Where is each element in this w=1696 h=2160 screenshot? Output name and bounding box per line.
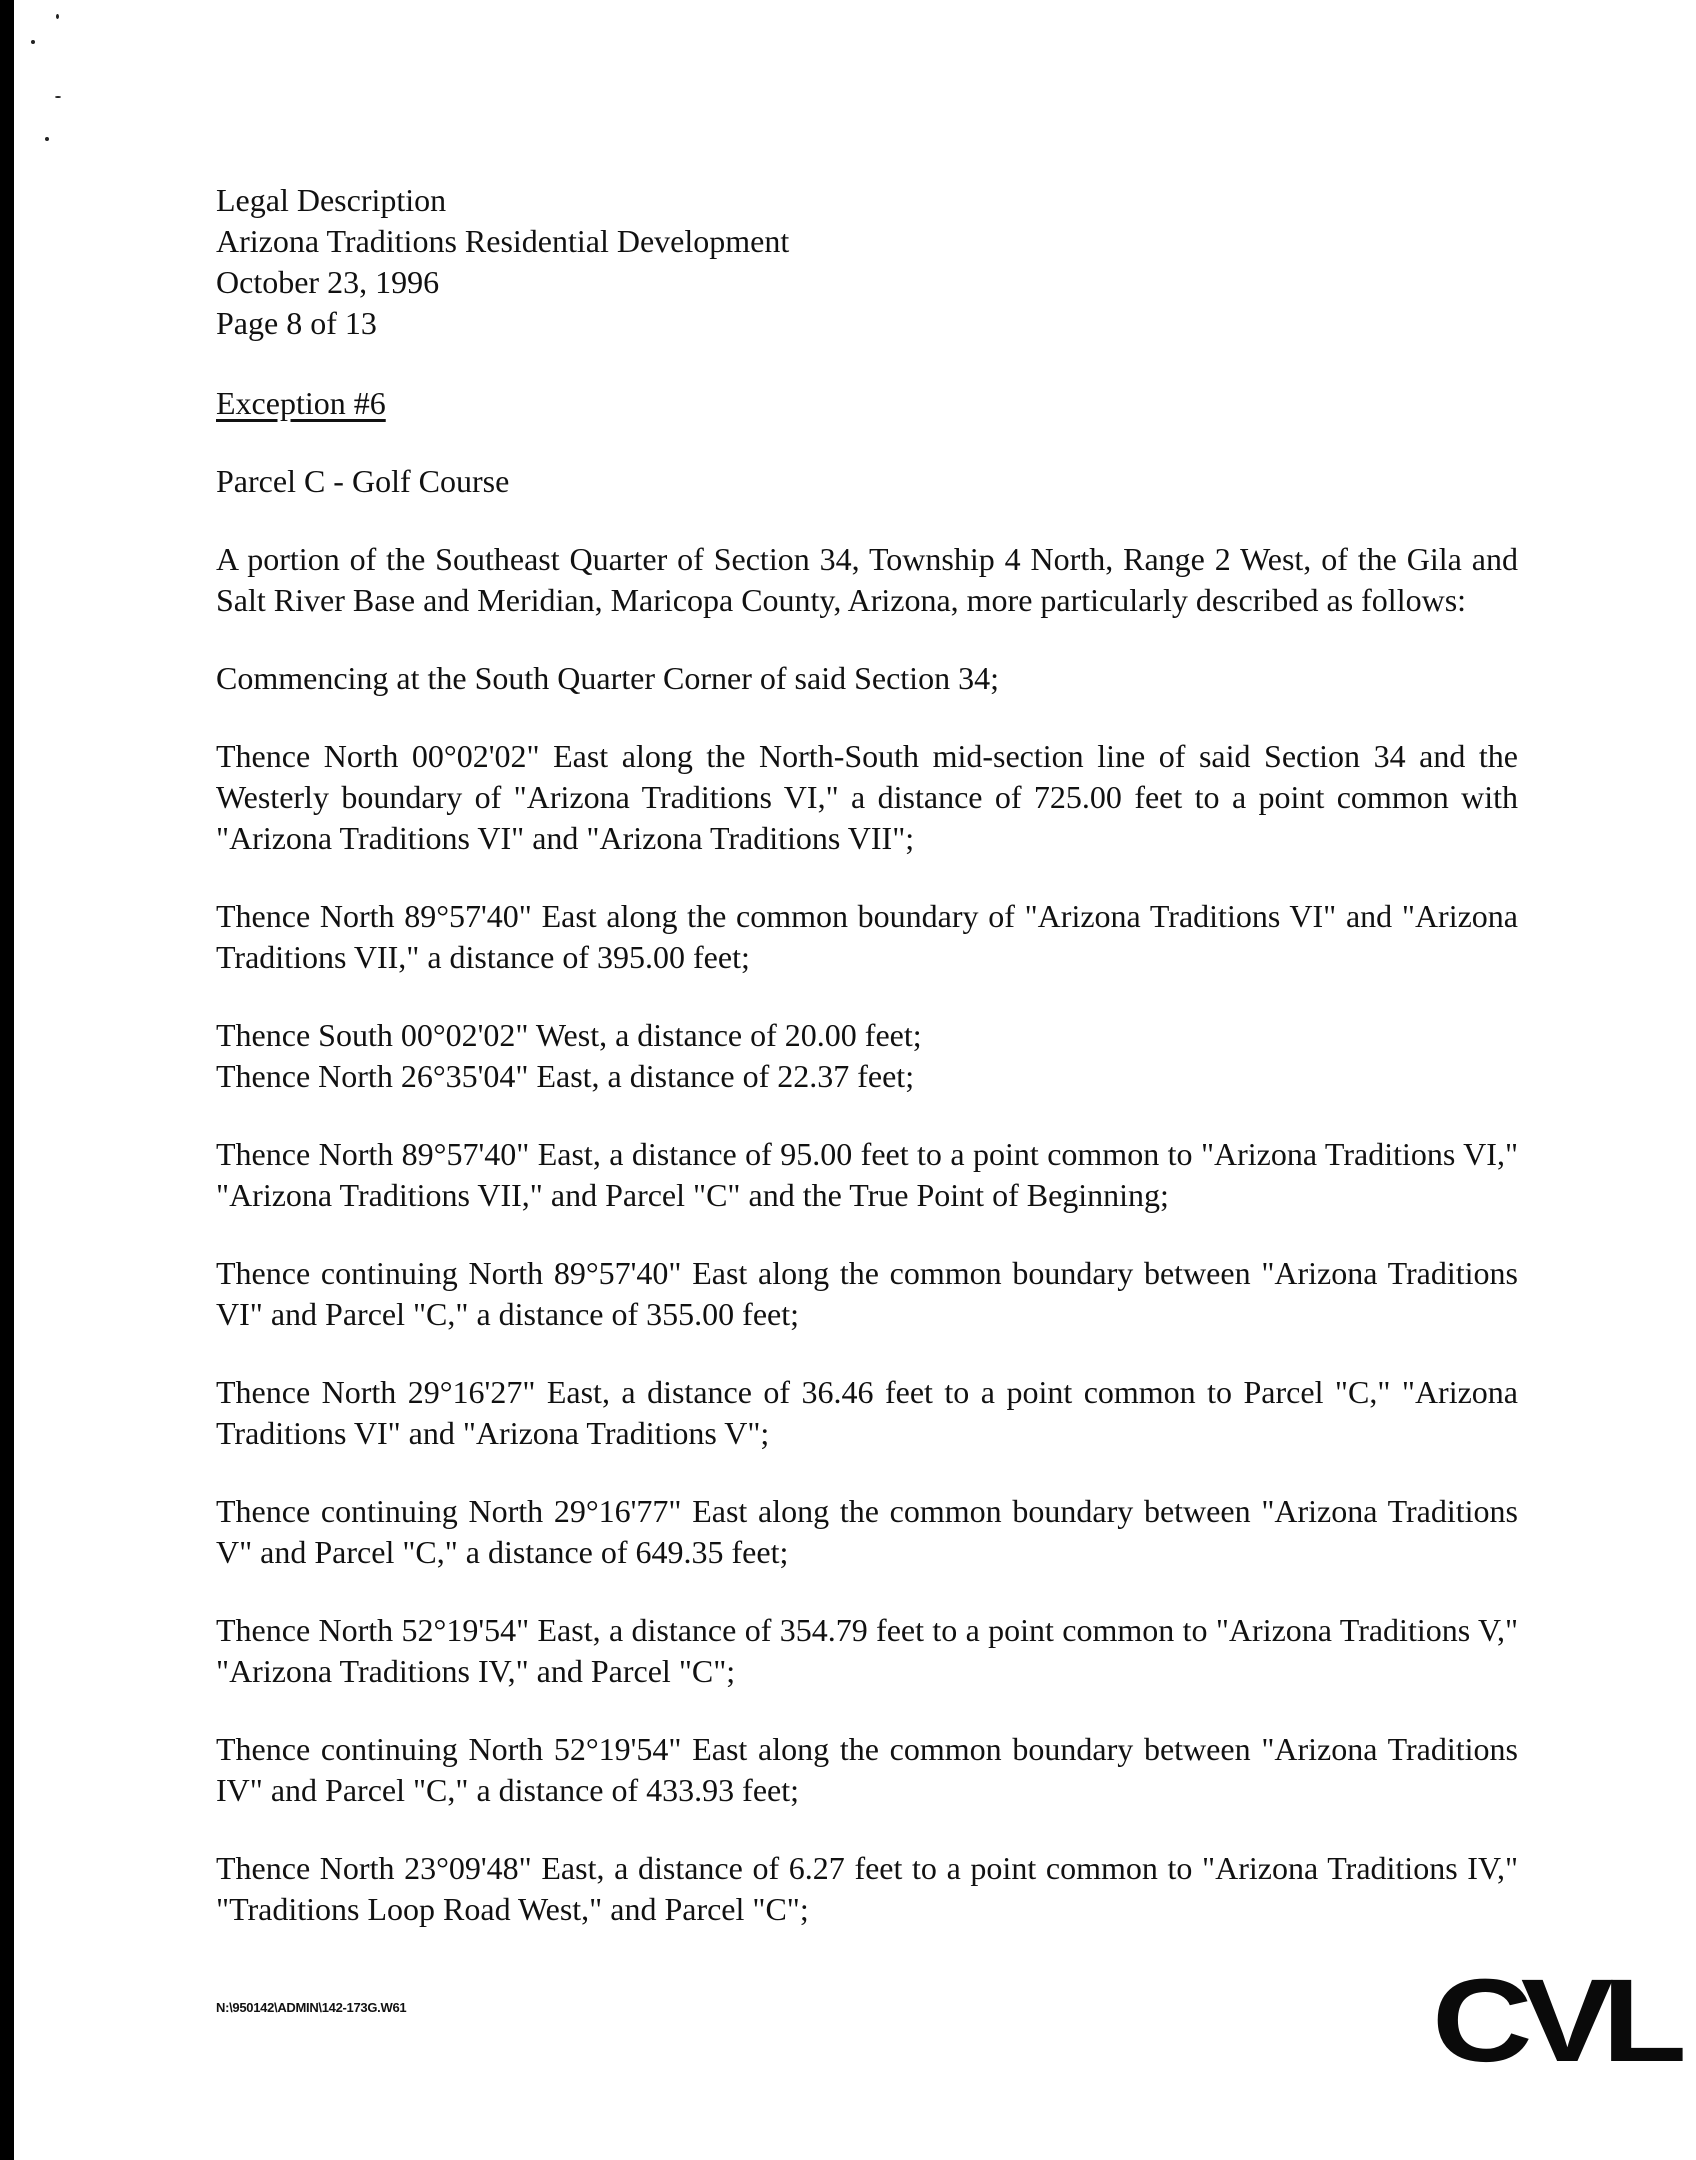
- scan-speck: [45, 137, 49, 141]
- paragraph-course: Thence continuing North 29°16'77" East along the common boundary between "Arizona Traditions V" and Parcel "C," a distance of 649.35 feet;: [216, 1493, 1518, 1570]
- parcel-title: Parcel C - Golf Course: [216, 463, 510, 499]
- scan-speck: [55, 96, 61, 98]
- document-date: October 23, 1996: [216, 264, 440, 300]
- footer-file-path: N:\950142\ADMIN\142-173G.W61: [216, 2000, 407, 2015]
- paragraph-course: Thence North 89°57'40" East along the common boundary of "Arizona Traditions VI" and "Arizona Traditions VII," a distance of 395.00 feet;: [216, 898, 1518, 975]
- paragraph-course: Thence North 00°02'02" East along the North-South mid-section line of said Section 34 and the Westerly boundary of "Arizona Traditions VI," a distance of 725.00 feet to a point common with "Arizona Traditions VI" and "Arizona Traditions VII";: [216, 738, 1518, 856]
- document-header: [216, 180, 1518, 344]
- paragraph-course: Thence North 29°16'27" East, a distance of 36.46 feet to a point common to Parcel "C," "Arizona Traditions VI" and "Arizona Traditions V";: [216, 1374, 1518, 1451]
- paragraph-course: Thence North 52°19'54" East, a distance of 354.79 feet to a point common to "Arizona Traditions V," "Arizona Traditions IV," and Parcel "C";: [216, 1612, 1518, 1689]
- page-number: Page 8 of 13: [216, 305, 377, 341]
- paragraph-course: Thence South 00°02'02" West, a distance of 20.00 feet;: [216, 1017, 922, 1053]
- scan-edge: [0, 0, 14, 2160]
- paragraph-portion: A portion of the Southeast Quarter of Section 34, Township 4 North, Range 2 West, of the Gila and Salt River Base and Meridian, Maricopa County, Arizona, more particularly described as follows:: [216, 541, 1518, 618]
- paragraph-course: Thence continuing North 52°19'54" East along the common boundary between "Arizona Traditions IV" and Parcel "C," a distance of 433.93 feet;: [216, 1731, 1518, 1808]
- paragraph-course: Thence North 23°09'48" East, a distance of 6.27 feet to a point common to "Arizona Traditions IV," "Traditions Loop Road West," and Parcel "C";: [216, 1850, 1518, 1927]
- document-page: [216, 180, 1518, 1930]
- paragraph-commencing: Commencing at the South Quarter Corner of said Section 34;: [216, 660, 999, 696]
- scan-speck: [56, 14, 59, 19]
- cvl-logo: CVL: [1432, 1955, 1676, 2087]
- paragraph-course: Thence North 89°57'40" East, a distance of 95.00 feet to a point common to "Arizona Traditions VI," "Arizona Traditions VII," and Parcel "C" and the True Point of Beginning;: [216, 1136, 1518, 1213]
- scan-speck: [31, 40, 35, 44]
- paragraph-course: Thence continuing North 89°57'40" East along the common boundary between "Arizona Traditions VI" and Parcel "C," a distance of 355.00 feet;: [216, 1255, 1518, 1332]
- document-title: Legal Description: [216, 182, 447, 218]
- project-name: Arizona Traditions Residential Development: [216, 223, 790, 259]
- paragraph-course: Thence North 26°35'04" East, a distance of 22.37 feet;: [216, 1058, 915, 1094]
- section-title: Exception #6: [216, 385, 386, 421]
